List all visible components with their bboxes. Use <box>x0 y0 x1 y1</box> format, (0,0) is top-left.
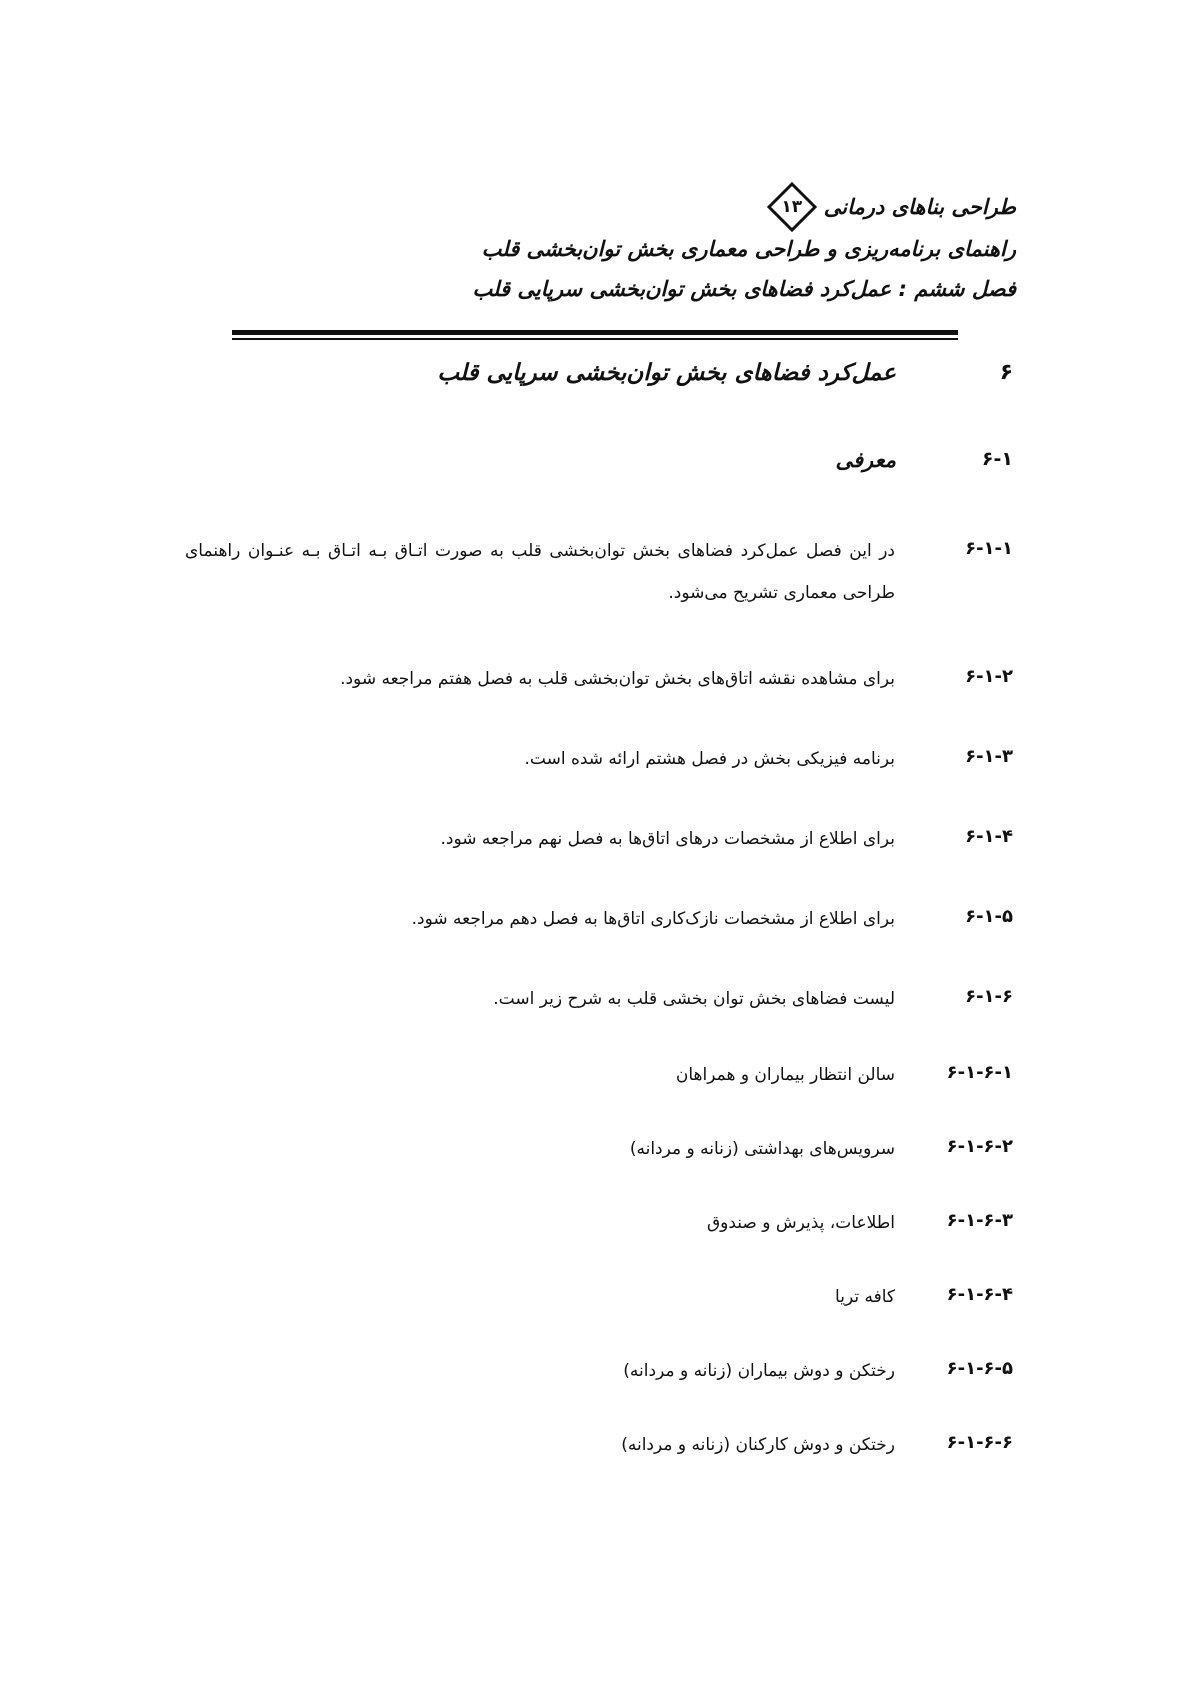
header-rule-thick <box>232 330 958 335</box>
series-number: ۱۳ <box>781 197 803 217</box>
series-number-badge <box>766 181 818 233</box>
subitem-number: ۶-۱-۶-۳ <box>946 1210 1013 1231</box>
subitem-number: ۶-۱-۶-۲ <box>946 1136 1013 1157</box>
subitem-number: ۶-۱-۶-۴ <box>946 1284 1013 1305</box>
chapter-heading: فصل ششم : عمل‌کرد فضاهای بخش توان‌بخشی سرپایی قلب <box>472 277 1016 301</box>
item-text: برای مشاهده نقشه اتاق‌های بخش توان‌بخشی قلب به فصل هفتم مراجعه شود. <box>340 669 895 689</box>
item-text: برای اطلاع از مشخصات درهای اتاق‌ها به فصل نهم مراجعه شود. <box>440 829 895 849</box>
section-title: معرفی <box>835 448 896 472</box>
item-number: ۶-۱-۱ <box>965 538 1013 559</box>
item-text: لیست فضاهای بخش توان بخشی قلب به شرح زیر است. <box>493 989 895 1009</box>
subitem-text: سالن انتظار بیماران و همراهان <box>675 1065 895 1085</box>
guide-title: راهنمای برنامه‌ریزی و طراحی معماری بخش توان‌بخشی قلب <box>481 237 1016 261</box>
item-number: ۶-۱-۲ <box>965 666 1013 687</box>
item-number: ۶-۱-۳ <box>965 746 1013 767</box>
item-number: ۶-۱-۶ <box>965 986 1013 1007</box>
subitem-text: کافه تریا <box>835 1287 895 1307</box>
subitem-text: اطلاعات، پذیرش و صندوق <box>706 1213 895 1233</box>
subitem-number: ۶-۱-۶-۵ <box>946 1358 1013 1379</box>
section-number: ۶-۱ <box>981 448 1013 470</box>
subitem-text: سرویس‌های بهداشتی (زنانه و مردانه) <box>629 1139 895 1159</box>
item-number: ۶-۱-۵ <box>965 906 1013 927</box>
series-title: طراحی بناهای درمانی <box>823 195 1016 219</box>
subitem-number: ۶-۱-۶-۶ <box>946 1432 1013 1453</box>
item-text: برنامه فیزیکی بخش در فصل هشتم ارائه شده است. <box>524 749 895 769</box>
series-title-row <box>196 185 1016 229</box>
chapter-title: عمل‌کرد فضاهای بخش توان‌بخشی سرپایی قلب <box>437 360 896 386</box>
chapter-number: ۶ <box>999 360 1013 385</box>
subitem-text: رختکن و دوش بیماران (زنانه و مردانه) <box>623 1361 895 1381</box>
item-number: ۶-۱-۴ <box>965 826 1013 847</box>
item-text: برای اطلاع از مشخصات نازک‌کاری اتاق‌ها به فصل دهم مراجعه شود. <box>411 909 895 929</box>
header-rule-thin <box>232 338 958 340</box>
item-text: در این فصل عمل‌کرد فضاهای بخش توان‌بخشی قلب به صورت اتـاق بـه اتـاق بـه عنـوان راهنمای طراحی معماری تشریح می‌شود. <box>185 541 895 603</box>
subitem-number: ۶-۱-۶-۱ <box>946 1062 1013 1083</box>
running-header <box>196 185 1016 309</box>
subitem-text: رختکن و دوش کارکنان (زنانه و مردانه) <box>621 1435 895 1455</box>
